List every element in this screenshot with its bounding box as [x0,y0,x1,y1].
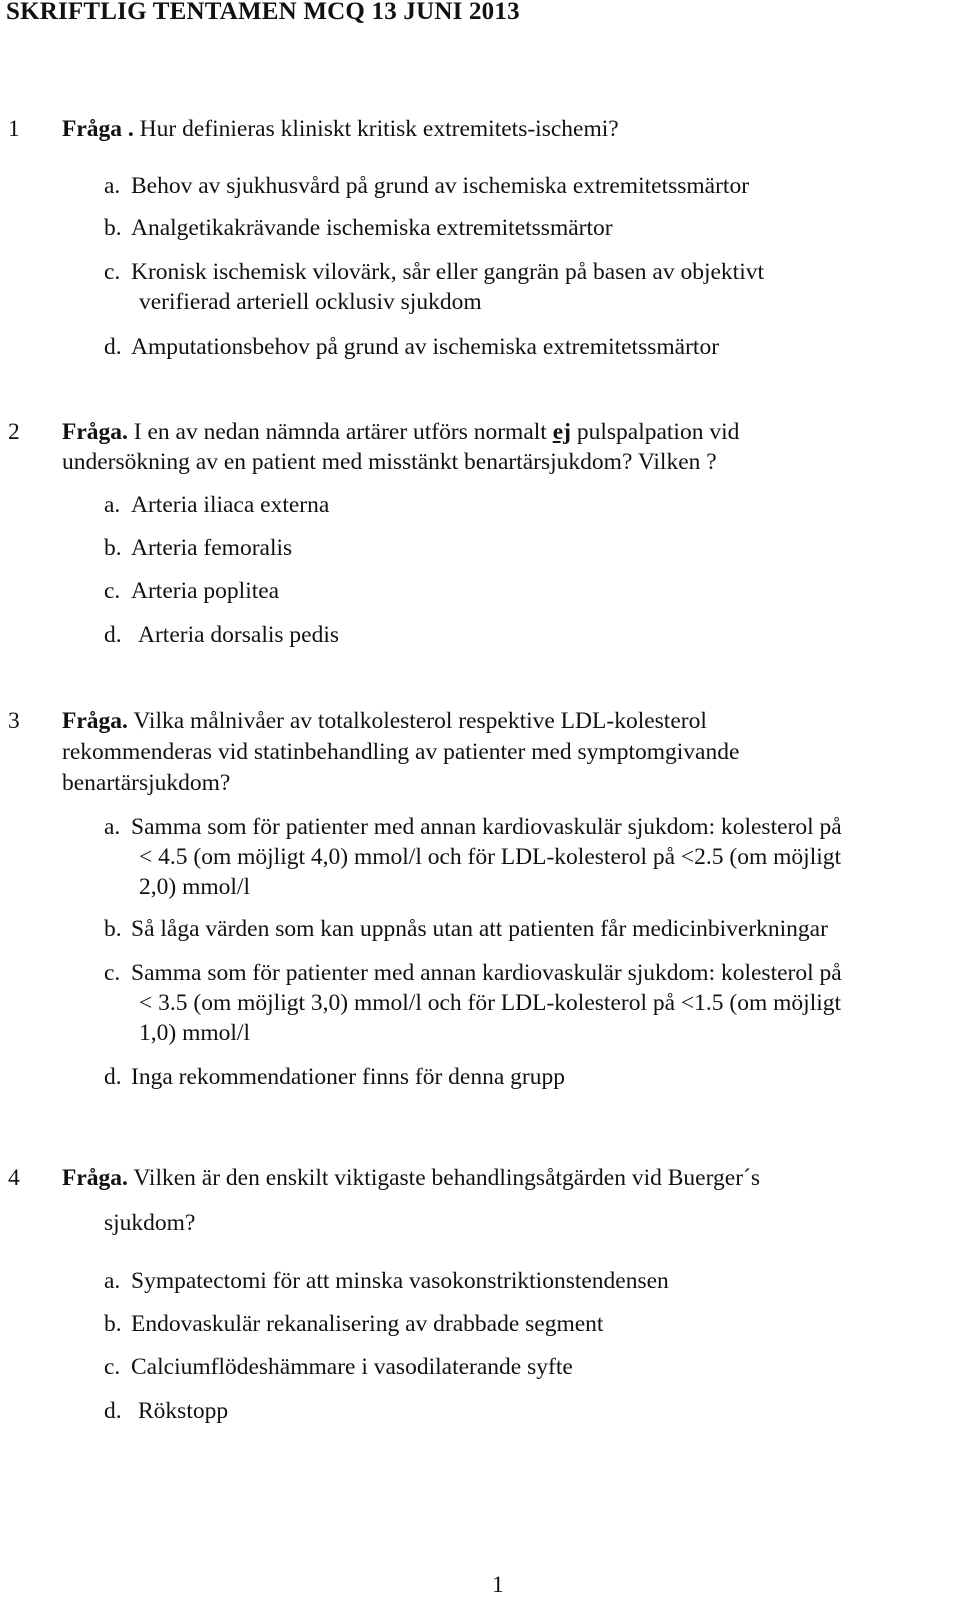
question-3-option-c-continued: < 3.5 (om möjligt 3,0) mmol/l och för LDL-kolesterol på <1.5 (om möjligt [139,990,842,1016]
option-text: Amputationsbehov på grund av ischemiska extremitetssmärtor [131,334,720,360]
question-2-stem [62,417,739,447]
question-2-option-a [104,490,329,520]
question-4-option-a [104,1266,669,1296]
question-1-option-b [104,213,613,243]
option-text: Inga rekommendationer finns för denna grupp [131,1064,565,1090]
question-1-stem [62,114,619,144]
question-3-label: Fråga. [62,708,128,734]
question-3-option-b [104,914,828,944]
question-2-option-d [104,620,339,650]
option-text: Arteria iliaca externa [131,492,330,518]
question-1-number: 1 [8,116,20,142]
question-4-number: 4 [8,1165,20,1191]
question-3-text: Vilka målnivåer av totalkolesterol respektive LDL-kolesterol [127,708,707,734]
question-3-option-a-continued-2: 2,0) mmol/l [139,874,250,900]
question-1-option-c [104,257,764,287]
question-1-option-c-continued: verifierad arteriell ocklusiv sjukdom [139,289,482,315]
option-text: Analgetikakrävande ischemiska extremitetssmärtor [131,215,613,241]
page-number: 1 [492,1572,504,1598]
option-letter: a. [104,173,121,199]
question-1-text: Hur definieras kliniskt kritisk extremitets-ischemi? [133,116,619,142]
question-2-number: 2 [8,419,20,445]
option-text: Sympatectomi för att minska vasokonstriktionstendensen [131,1268,669,1294]
option-text: Samma som för patienter med annan kardiovaskulär sjukdom: kolesterol på [131,814,842,840]
option-text: Kronisk ischemisk vilovärk, sår eller gangrän på basen av objektivt [131,259,765,285]
question-3-stem [62,706,707,736]
question-4-option-c [104,1352,573,1382]
question-3-option-c-continued-2: 1,0) mmol/l [139,1020,250,1046]
question-1-option-a [104,171,749,201]
question-2-option-c [104,576,279,606]
question-4-label: Fråga. [62,1165,128,1191]
question-3-number: 3 [8,708,20,734]
option-text: Arteria dorsalis pedis [138,622,340,648]
option-text: Arteria poplitea [131,578,280,604]
question-3-option-a [104,812,842,842]
question-4-text: Vilken är den enskilt viktigaste behandlingsåtgärden vid Buerger´s [127,1165,760,1191]
question-3-option-d [104,1062,565,1092]
option-letter: c. [104,259,121,285]
option-letter: a. [104,1268,121,1294]
option-letter: a. [104,814,121,840]
question-4-stem-continued: sjukdom? [104,1210,196,1236]
option-text: Rökstopp [138,1398,229,1424]
option-letter: d. [104,334,122,360]
option-letter: b. [104,215,122,241]
option-text: Endovaskulär rekanalisering av drabbade segment [131,1311,604,1337]
option-text: Arteria femoralis [131,535,293,561]
option-letter: b. [104,916,122,942]
question-3-stem-continued-2: benartärsjukdom? [62,770,231,796]
question-4-option-d [104,1396,228,1426]
option-letter: a. [104,492,121,518]
option-text: Calciumflödeshämmare i vasodilaterande syfte [131,1354,573,1380]
question-2-emphasis: ej [552,419,571,445]
question-4-stem [62,1163,760,1193]
question-2-option-b [104,533,292,563]
document-title: SKRIFTLIG TENTAMEN MCQ 13 JUNI 2013 [6,0,520,25]
option-letter: b. [104,1311,122,1337]
question-3-stem-continued: rekommenderas vid statinbehandling av patienter med symptomgivande [62,739,740,765]
question-1-option-d [104,332,719,362]
option-letter: c. [104,960,121,986]
question-4-option-b [104,1309,603,1339]
option-letter: d. [104,1398,122,1424]
option-letter: d. [104,1064,122,1090]
option-letter: d. [104,622,122,648]
question-2-stem-continued: undersökning av en patient med misstänkt benartärsjukdom? Vilken ? [62,449,717,475]
question-2-text-end: pulspalpation vid [570,419,740,445]
question-3-option-c [104,958,842,988]
option-text: Behov av sjukhusvård på grund av ischemiska extremitetssmärtor [131,173,750,199]
question-1-label: Fråga . [62,116,134,142]
option-letter: c. [104,578,121,604]
option-text: Så låga värden som kan uppnås utan att patienten får medicinbiverkningar [131,916,828,942]
question-2-text: I en av nedan nämnda artärer utförs normalt [127,419,553,445]
option-letter: c. [104,1354,121,1380]
option-letter: b. [104,535,122,561]
question-2-label: Fråga. [62,419,128,445]
question-3-option-a-continued: < 4.5 (om möjligt 4,0) mmol/l och för LDL-kolesterol på <2.5 (om möjligt [139,844,842,870]
option-text: Samma som för patienter med annan kardiovaskulär sjukdom: kolesterol på [131,960,842,986]
